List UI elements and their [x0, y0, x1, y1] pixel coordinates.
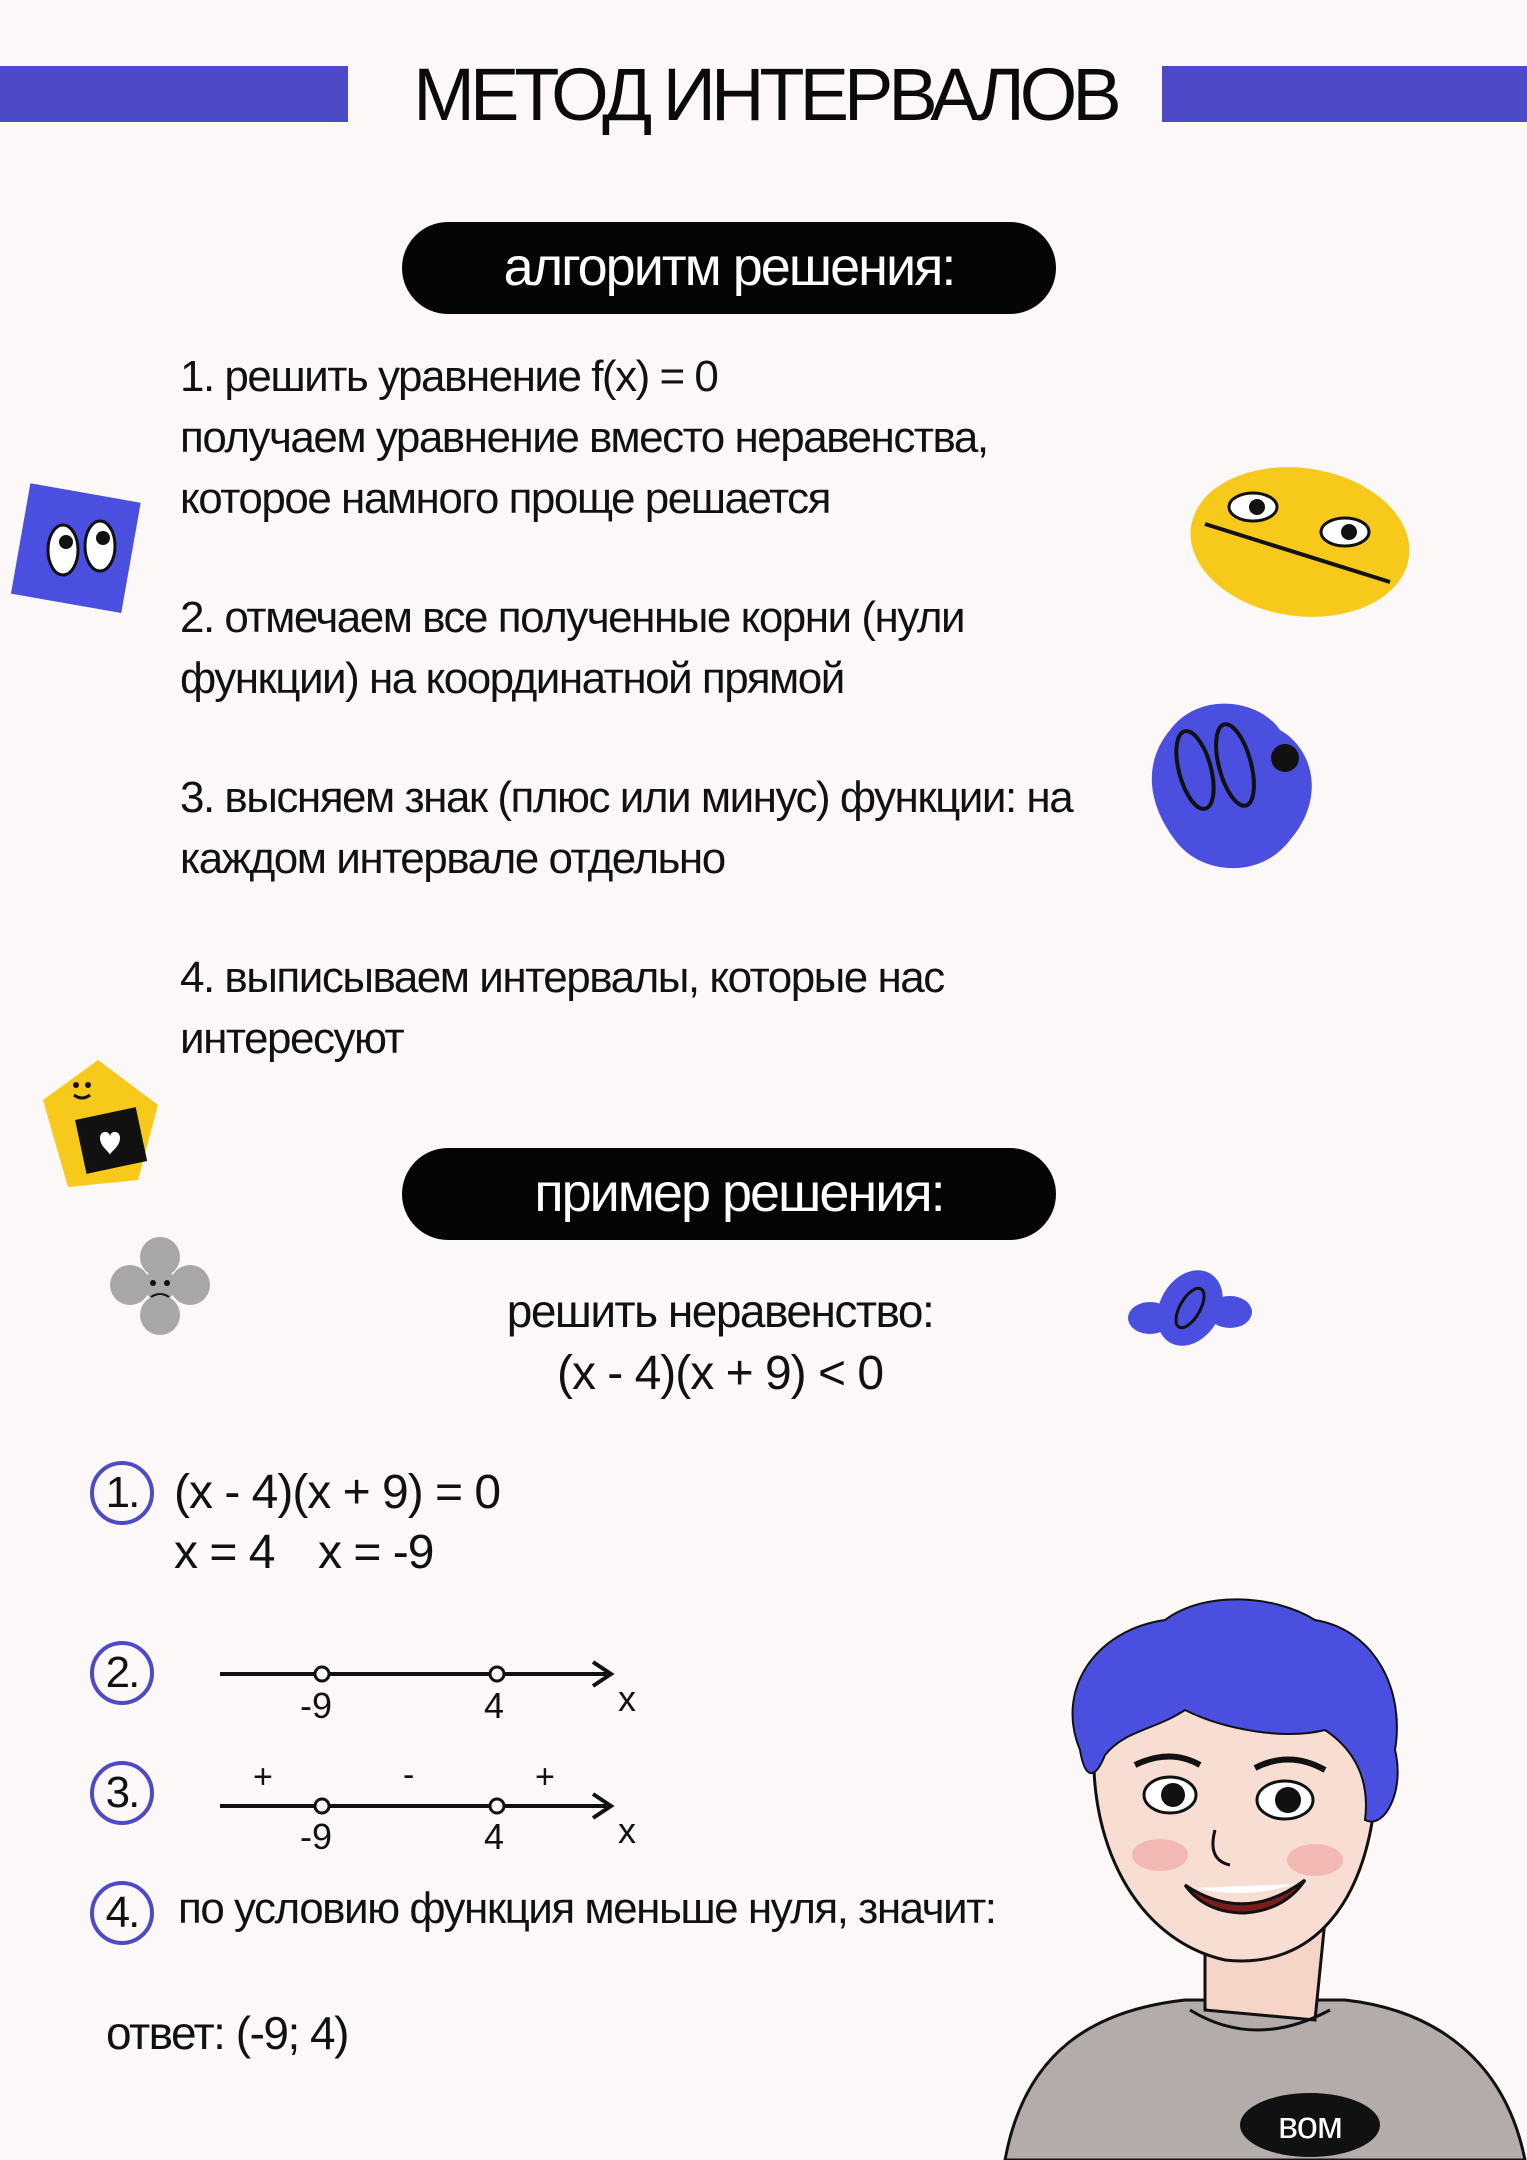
point-4 — [490, 1667, 504, 1681]
yellow-house-icon — [28, 1055, 168, 1190]
page-title: МЕТОД ИНТЕРВАЛОВ — [413, 53, 1117, 136]
step-2-line-2: функции) на координатной прямой — [180, 654, 844, 703]
point-4 — [490, 1799, 504, 1813]
solution-step-number-1: 1. — [90, 1461, 154, 1525]
point-minus-9 — [315, 1799, 329, 1813]
step-3-line-1: 3. высняем знак (плюс или минус) функции: на — [180, 773, 1073, 822]
blue-blob-icon — [1140, 690, 1320, 880]
axis-label-minus-9: -9 — [300, 1685, 333, 1726]
blue-pacifier-icon — [1120, 1250, 1260, 1360]
axis-variable-x-2: x — [618, 1810, 636, 1851]
yellow-face-icon — [1185, 462, 1415, 622]
algorithm-heading: алгоритм решения: — [402, 222, 1056, 314]
number-line-2 — [215, 1782, 615, 1842]
step-1-line-1: 1. решить уравнение f(x) = 0 — [180, 352, 718, 401]
header-bar-right — [1162, 66, 1527, 122]
step-1-line-2: получаем уравнение вместо неравенства, — [180, 413, 988, 462]
solution-root-1: x = 4 — [174, 1526, 275, 1579]
task-label: решить неравенство: — [506, 1285, 934, 1337]
solution-step-number-2: 2. — [90, 1641, 154, 1705]
step-2-line-1: 2. отмечаем все полученные корни (нули — [180, 593, 965, 642]
solution-step-number-3: 3. — [90, 1761, 154, 1825]
step-4-line-2: интересуют — [180, 1014, 404, 1063]
step-1-line-3: которое намного проще решается — [180, 474, 830, 523]
blue-square-eyes-icon — [8, 480, 143, 615]
axis-label-4: 4 — [484, 1685, 505, 1726]
solution-answer: ответ: (-9; 4) — [106, 2007, 348, 2059]
algorithm-step-3 — [180, 767, 1072, 889]
algorithm-step-2 — [180, 587, 964, 709]
sign-left: + — [253, 1758, 273, 1796]
shirt-logo-text: вом — [1277, 2105, 1343, 2147]
sign-right: + — [535, 1758, 555, 1796]
number-line-1 — [215, 1650, 615, 1710]
solution-equation: (x - 4)(x + 9) = 0 — [174, 1466, 501, 1519]
axis-label-4-2: 4 — [484, 1816, 505, 1857]
step-3-line-2: каждом интервале отдельно — [180, 834, 725, 883]
header-bar-left — [0, 66, 348, 122]
algorithm-step-4 — [180, 947, 944, 1069]
solution-step-number-4: 4. — [90, 1881, 154, 1945]
solution-root-2: x = -9 — [318, 1526, 434, 1579]
axis-variable-x: x — [618, 1678, 636, 1719]
solution-conclusion: по условию функция меньше нуля, значит: — [178, 1884, 996, 1933]
task-expression: (x - 4)(x + 9) < 0 — [556, 1347, 884, 1400]
point-minus-9 — [315, 1667, 329, 1681]
sign-middle: - — [403, 1756, 415, 1794]
step-4-line-1: 4. выписываем интервалы, которые нас — [180, 953, 944, 1002]
grey-flower-icon — [105, 1235, 215, 1340]
axis-label-minus-9-2: -9 — [300, 1816, 333, 1857]
example-heading: пример решения: — [402, 1148, 1056, 1240]
boy-character-illustration — [985, 1580, 1527, 2160]
algorithm-step-1 — [180, 346, 988, 529]
